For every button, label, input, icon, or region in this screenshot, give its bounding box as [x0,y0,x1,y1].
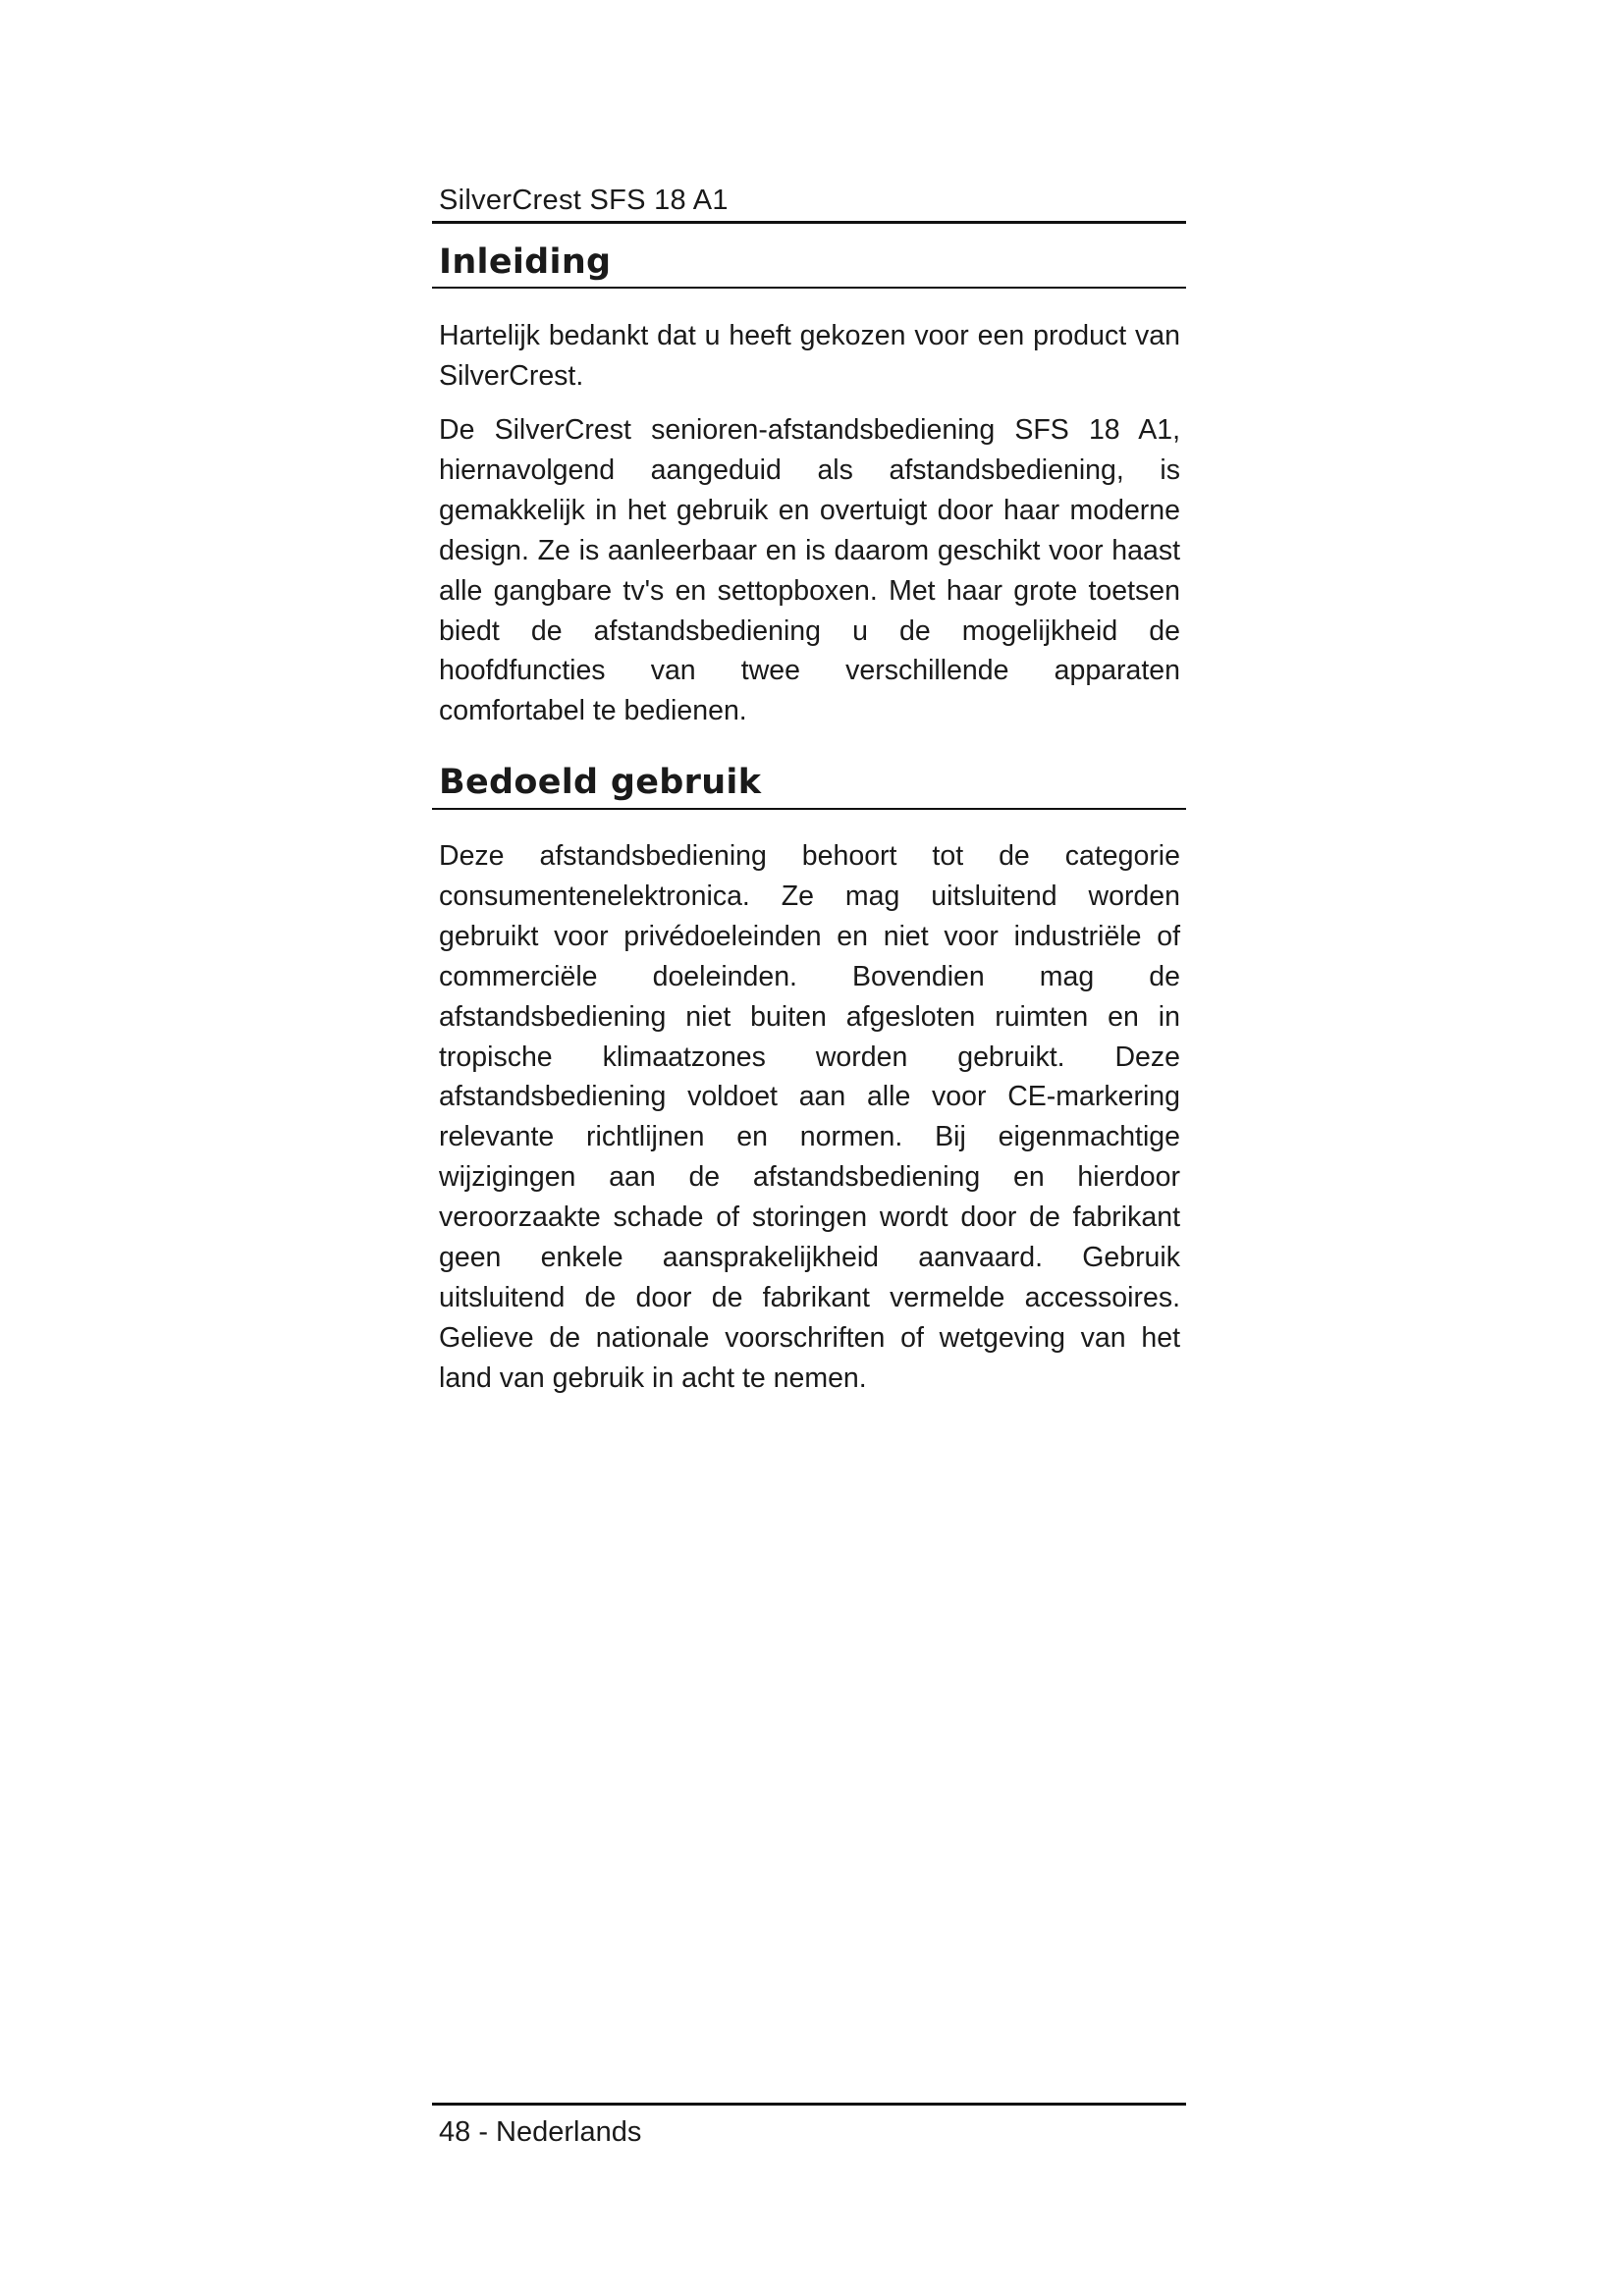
header-divider [432,221,1186,224]
section-divider-intended-use [432,808,1186,810]
section-title-intro: Inleiding [439,242,612,282]
intended-use-paragraph: Deze afstandsbediening behoort tot de categorie consumentenelektronica. Ze mag uitsluitend worden gebruikt voor privédoeleinden en niet voor industriële of commerciële doeleinden. Bovendien mag de afstandsbediening niet buiten afgesloten ruimten en in tropische klimaatzones worden gebruikt. Deze afstandsbediening voldoet aan alle voor CE-markering relevante richtlijnen en normen. Bij eigenmachtige wijzigingen aan de afstandsbediening en hierdoor veroorzaakte schade of storingen wordt door de fabrikant geen enkele aansprakelijkheid aanvaard. Gebruik uitsluitend de door de fabrikant vermelde accessoires. Gelieve de nationale voorschriften of wetgeving van het land van gebruik in acht te nemen. [439,840,1180,1394]
section-title-intended-use: Bedoeld gebruik [439,763,762,802]
page-number: 48 - Nederlands [439,2116,642,2148]
footer-divider [432,2103,1186,2106]
section-divider-intro [432,287,1186,289]
running-header: SilverCrest SFS 18 A1 [439,185,729,216]
intro-paragraph-description: De SilverCrest senioren-afstandsbediening SFS 18 A1, hiernavolgend aangeduid als afstandsbediening, is gemakkelijk in het gebruik en overtuigt door haar moderne design. Ze is aanleerbaar en is daarom geschikt voor haast alle gangbare tv's en settopboxen. Met haar grote toetsen biedt de afstandsbediening u de mogelijkheid de hoofdfuncties van twee verschillende apparaten comfortabel te bedienen. [439,414,1180,727]
intro-paragraph-thanks: Hartelijk bedankt dat u heeft gekozen voor een product van SilverCrest. [439,320,1180,392]
